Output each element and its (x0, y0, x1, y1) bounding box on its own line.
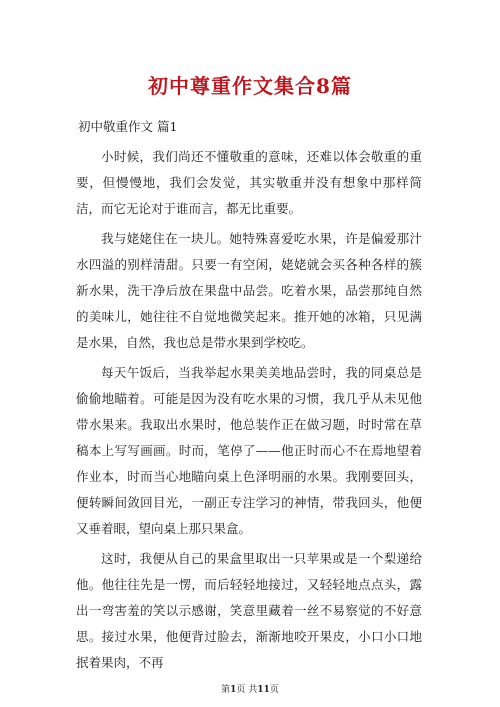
paragraph: 小时候，我们尚还不懂敬重的意味，还难以体会敬重的重要，但慢慢地，我们会发觉，其实敬重并没有想象中那样简洁，而它无论对于谁而言，都无比重要。 (76, 149, 422, 216)
current-page-number: 1 (230, 685, 237, 695)
footer-mid: 页 共 (236, 685, 258, 695)
document-title: 初中尊重作文集合8篇 (148, 74, 352, 98)
total-page-number: 11 (257, 685, 270, 695)
footer-prefix: 第 (221, 685, 231, 695)
document-body (76, 114, 422, 680)
paragraph: 我与姥姥住在一块儿。她特殊喜爱吃水果，许是偏爱那汁水四溢的别样清甜。只要一有空闲，姥姥就会买各种各样的簇新水果，洗干净后放在果盘中品尝。吃着水果，品尝那纯自然的美味儿，她往往不自觉地微笑起来。推开她的冰箱，只见满是水果，自然，我也总是带水果到学校吃。 (76, 231, 422, 350)
section-heading: 初中敬重作文 篇1 (78, 119, 178, 134)
paragraph: 每天午饭后，当我举起水果美美地品尝时，我的同桌总是偷偷地瞄着。可能是因为没有吃水果的习惯，我几乎从未见他带水果来。我取出水果时，他总装作正在做习题，时时常在草稿本上写写画画。时而，笔停了——他正时而心不在焉地望着作业本，时而当心地瞄向桌上色泽明丽的水果。我刚要回头，便转瞬间敛回目光，一副正专注学习的神情，带我回头，他便又垂着眼，望向桌上那只果盒。 (76, 365, 422, 536)
paragraph: 这时，我便从自己的果盒里取出一只苹果或是一个梨递给他。他往往先是一愣，而后轻轻地接过，又轻轻地点点头，露出一弯害羞的笑以示感谢，笑意里藏着一丝不易察觉的不好意思。接过水果，他便背过脸去，渐渐地咬开果皮，小口小口地抿着果肉，不再 (76, 551, 422, 670)
footer-suffix: 页 (269, 685, 279, 695)
page-footer (0, 682, 500, 695)
